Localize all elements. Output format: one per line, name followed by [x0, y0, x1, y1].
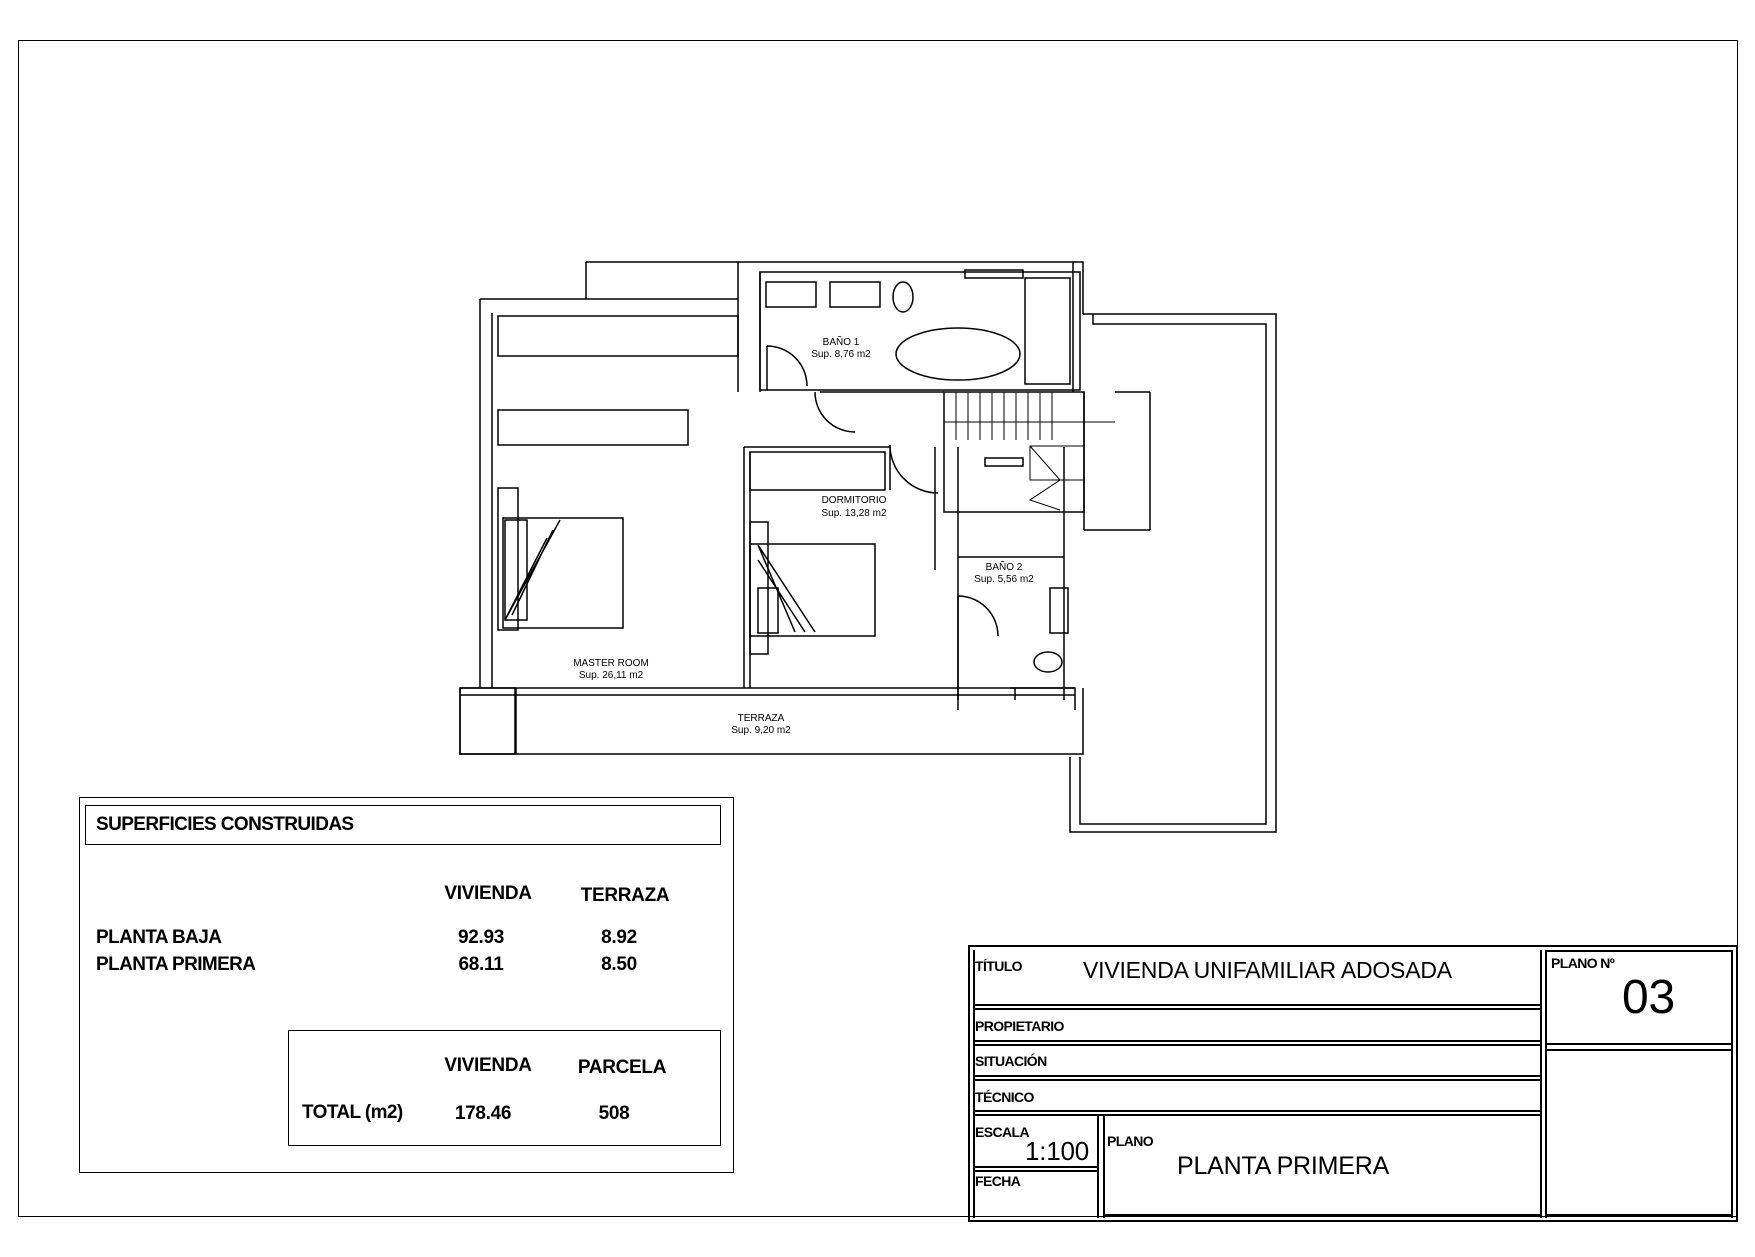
row-terraza-planta-primera: 8.50	[601, 954, 637, 975]
totals-header-vivienda: VIVIENDA	[444, 1055, 532, 1076]
label-bano1-area: Sup. 8,76 m2	[811, 349, 871, 360]
bathtub	[896, 328, 1020, 380]
wardrobe-block	[498, 316, 738, 356]
bath2-sink	[1050, 588, 1068, 633]
wardrobe-block-2	[498, 410, 688, 445]
plano-value: PLANTA PRIMERA	[1177, 1152, 1390, 1180]
surfaces-title: SUPERFICIES CONSTRUIDAS	[96, 814, 354, 835]
label-bano2-area: Sup. 5,56 m2	[974, 574, 1034, 585]
sink-2	[830, 282, 880, 307]
propietario-label: PROPIETARIO	[975, 1018, 1064, 1034]
label-bano2-name: BAÑO 2	[985, 562, 1023, 573]
tb-divider-right	[1545, 950, 1547, 1218]
totals-box	[288, 1030, 721, 1146]
top-wall	[480, 262, 738, 299]
left-outer-wall	[480, 299, 492, 688]
window-1	[965, 270, 1023, 278]
wardrobe-dorm	[750, 452, 885, 490]
row-terraza-planta-baja: 8.92	[601, 927, 637, 948]
staircase	[944, 392, 1084, 512]
roof-terrace-inner	[1080, 314, 1266, 824]
plano-label: PLANO	[1107, 1133, 1154, 1149]
row-label-planta-primera: PLANTA PRIMERA	[96, 954, 256, 975]
totals-label: TOTAL (m2)	[302, 1102, 403, 1123]
label-bano1-name: BAÑO 1	[822, 337, 860, 348]
plano-no-value: 03	[1622, 971, 1675, 1024]
plano-no-label: PLANO Nº	[1551, 955, 1615, 971]
shower-1	[1025, 278, 1070, 384]
bath2-window	[985, 458, 1023, 466]
totals-vivienda: 178.46	[454, 1103, 512, 1124]
dormitorio-walls	[744, 447, 890, 688]
escala-value: 1:100	[1025, 1136, 1090, 1166]
titulo-label: TÍTULO	[975, 958, 1022, 974]
fecha-label: FECHA	[975, 1173, 1021, 1189]
bathroom-1-walls	[760, 272, 1080, 390]
sink-1	[766, 282, 816, 307]
label-terraza-area: Sup. 9,20 m2	[731, 725, 791, 736]
bed-master	[503, 518, 623, 628]
tecnico-label: TÉCNICO	[975, 1089, 1034, 1105]
escala-label: ESCALA	[975, 1124, 1029, 1140]
row-vivienda-planta-primera: 68.11	[458, 954, 504, 975]
label-dormitorio-area: Sup. 13,28 m2	[821, 508, 887, 519]
room-labels	[573, 335, 1034, 736]
label-master-area: Sup. 26,11 m2	[578, 670, 644, 681]
row-label-planta-baja: PLANTA BAJA	[96, 927, 222, 948]
front-wall	[460, 688, 1075, 695]
label-dormitorio-name: DORMITORIO	[821, 495, 887, 506]
totals-parcela: 508	[598, 1103, 630, 1124]
row-vivienda-planta-baja: 92.93	[457, 927, 505, 948]
roof-terrace-outline	[1070, 314, 1276, 832]
label-master-name: MASTER ROOM	[573, 658, 649, 669]
header-vivienda: VIVIENDA	[444, 883, 532, 904]
toilet-2	[1034, 652, 1062, 672]
toilet-1	[893, 282, 913, 312]
situacion-label: SITUACIÓN	[975, 1053, 1047, 1069]
header-terraza: TERRAZA	[580, 885, 670, 906]
label-terraza-name: TERRAZA	[737, 713, 785, 724]
titulo-value: VIVIENDA UNIFAMILIAR ADOSADA	[1083, 957, 1452, 983]
totals-header-parcela: PARCELA	[577, 1057, 667, 1078]
planter	[460, 688, 515, 754]
